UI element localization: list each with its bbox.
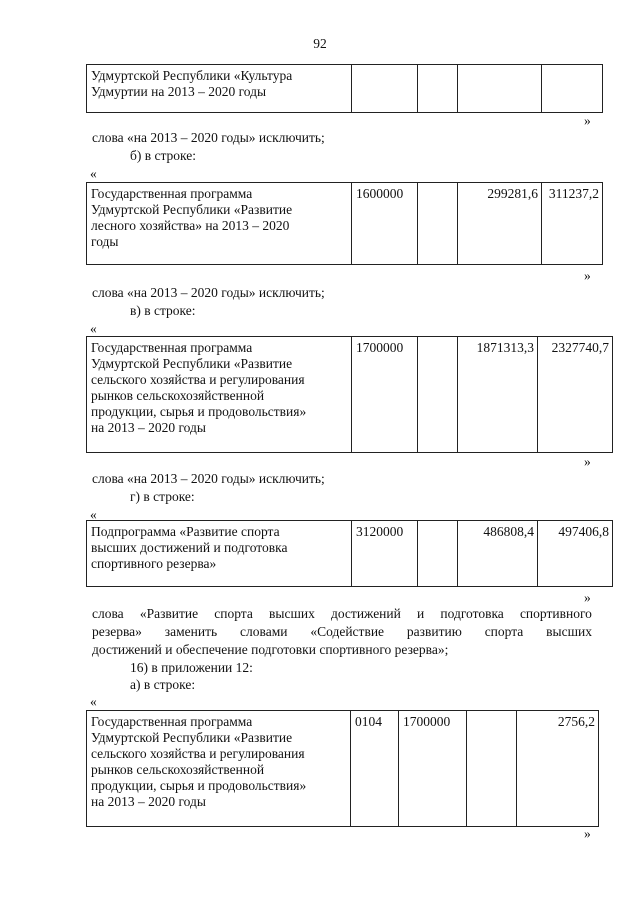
item-label: б) в строке: <box>130 148 197 163</box>
open-quote: « <box>90 507 97 522</box>
table-agriculture-appendix <box>86 710 599 827</box>
empty-cell <box>418 183 458 265</box>
name-line: на 2013 – 2020 годы <box>91 420 206 435</box>
name-line: Государственная программа <box>91 714 253 729</box>
word: и <box>417 606 425 621</box>
table-agriculture-program <box>86 336 613 453</box>
name-line: Удмуртской Республики «Развитие <box>91 356 293 371</box>
value2-cell: 311237,2 <box>542 183 603 265</box>
word: спортивного <box>519 606 592 621</box>
value1-cell: 299281,6 <box>458 183 542 265</box>
word: «Содействие <box>310 624 385 639</box>
paragraph-line-2 <box>92 624 592 640</box>
empty-cell <box>418 337 458 453</box>
value1-cell <box>458 65 542 113</box>
name-line: Удмуртии на 2013 – 2020 годы <box>91 84 267 99</box>
name-line: годы <box>91 234 119 249</box>
empty-cell <box>467 711 517 827</box>
word: подготовка <box>440 606 504 621</box>
word: заменить <box>164 624 218 639</box>
code-cell: 1700000 <box>352 337 418 453</box>
paragraph-line-3: достижений и обеспечение подготовки спортивного резерва»; <box>92 642 449 657</box>
program-name-cell <box>87 711 351 827</box>
item-label: а) в строке: <box>130 677 196 692</box>
program-name-cell <box>87 65 352 113</box>
item-label: в) в строке: <box>130 303 196 318</box>
name-line: рынков сельскохозяйственной <box>91 762 265 777</box>
page-number: 92 <box>313 36 327 51</box>
close-quote: » <box>584 268 591 283</box>
close-quote: » <box>584 826 591 841</box>
instruction-text: слова «на 2013 – 2020 годы» исключить; <box>92 285 325 300</box>
word: словами <box>240 624 288 639</box>
word: резерва» <box>92 624 142 639</box>
name-line: сельского хозяйства и регулирования <box>91 372 305 387</box>
word: высших <box>546 624 592 639</box>
code-cell: 1600000 <box>352 183 418 265</box>
program-name-cell <box>87 521 352 587</box>
name-line: Удмуртской Республики «Развитие <box>91 730 293 745</box>
name-line: рынков сельскохозяйственной <box>91 388 265 403</box>
close-quote: » <box>584 113 591 128</box>
code-cell: 3120000 <box>352 521 418 587</box>
instruction-text: слова «на 2013 – 2020 годы» исключить; <box>92 130 325 145</box>
name-line: Государственная программа <box>91 186 253 201</box>
open-quote: « <box>90 321 97 336</box>
value1-cell: 1871313,3 <box>458 337 538 453</box>
name-line: на 2013 – 2020 годы <box>91 794 206 809</box>
name-line: спортивного резерва» <box>91 556 217 571</box>
value-cell: 2756,2 <box>517 711 599 827</box>
name-line: Удмуртской Республики «Культура <box>91 68 293 83</box>
name-line: Подпрограмма «Развитие спорта <box>91 524 280 539</box>
value2-cell: 2327740,7 <box>538 337 613 453</box>
value1-cell: 486808,4 <box>458 521 538 587</box>
value2-cell: 497406,8 <box>538 521 613 587</box>
table-culture-program <box>86 64 603 113</box>
name-line: Удмуртской Республики «Развитие <box>91 202 293 217</box>
close-quote: » <box>584 590 591 605</box>
table-forestry-program <box>86 182 603 265</box>
program-name-cell <box>87 337 352 453</box>
table-sport-subprogram <box>86 520 613 587</box>
empty-cell <box>418 521 458 587</box>
name-line: продукции, сырья и продовольствия» <box>91 778 307 793</box>
name-line: высших достижений и подготовка <box>91 540 288 555</box>
word: спорта <box>214 606 253 621</box>
code-cell <box>352 65 418 113</box>
close-quote: » <box>584 454 591 469</box>
word: развитию <box>406 624 462 639</box>
open-quote: « <box>90 694 97 709</box>
program-name-cell <box>87 183 352 265</box>
name-line: Государственная программа <box>91 340 253 355</box>
code-cell: 1700000 <box>399 711 467 827</box>
word: достижений <box>330 606 401 621</box>
name-line: лесного хозяйства» на 2013 – 2020 <box>91 218 290 233</box>
word: высших <box>269 606 315 621</box>
item-label: 16) в приложении 12: <box>130 660 253 675</box>
empty-cell <box>418 65 458 113</box>
item-label: г) в строке: <box>130 489 195 504</box>
open-quote: « <box>90 166 97 181</box>
section-cell: 0104 <box>351 711 399 827</box>
name-line: продукции, сырья и продовольствия» <box>91 404 307 419</box>
word: «Развитие <box>139 606 199 621</box>
instruction-text: слова «на 2013 – 2020 годы» исключить; <box>92 471 325 486</box>
value2-cell <box>542 65 603 113</box>
word: спорта <box>484 624 524 639</box>
paragraph-line-1 <box>92 606 592 622</box>
name-line: сельского хозяйства и регулирования <box>91 746 305 761</box>
word: слова <box>92 606 124 621</box>
